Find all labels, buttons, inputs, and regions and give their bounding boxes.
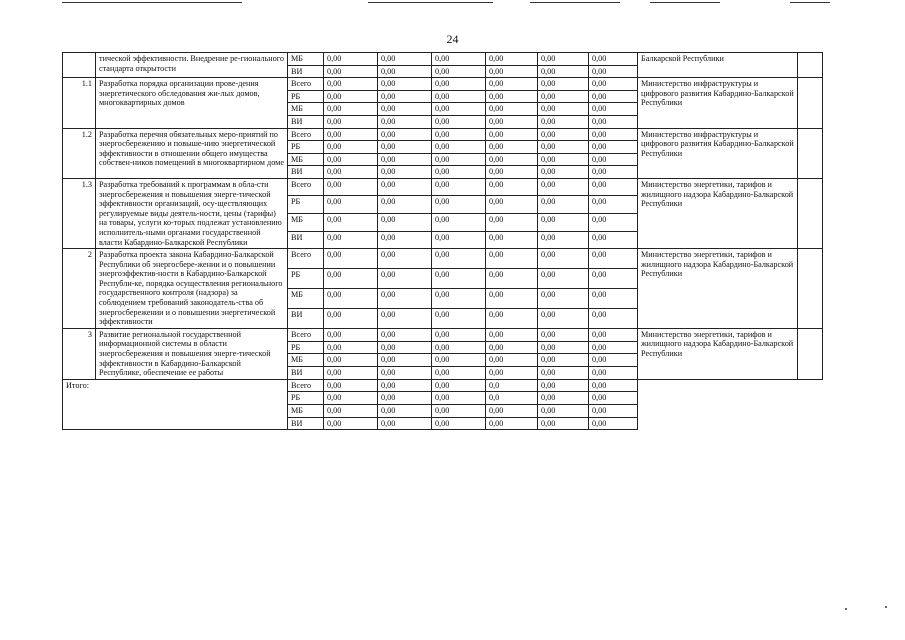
amount-cell: 0,00 bbox=[378, 417, 432, 430]
amount-cell: 0,00 bbox=[324, 367, 378, 380]
amount-cell: 0,00 bbox=[378, 196, 432, 214]
amount-cell: 0,00 bbox=[538, 405, 589, 418]
funding-source: Всего bbox=[288, 178, 324, 196]
amount-cell: 0,0 bbox=[486, 392, 538, 405]
amount-cell: 0,00 bbox=[324, 379, 378, 392]
table-row bbox=[63, 178, 823, 196]
amount-cell: 0,00 bbox=[589, 249, 638, 269]
amount-cell: 0,00 bbox=[589, 214, 638, 232]
row-number: 3 bbox=[63, 328, 96, 379]
funding-source: МБ bbox=[288, 354, 324, 367]
funding-source: ВИ bbox=[288, 65, 324, 78]
funding-source: МБ bbox=[288, 405, 324, 418]
amount-cell: 0,00 bbox=[538, 308, 589, 328]
table-row bbox=[63, 78, 823, 91]
amount-cell: 0,00 bbox=[486, 249, 538, 269]
amount-cell: 0,00 bbox=[486, 65, 538, 78]
amount-cell: 0,00 bbox=[486, 78, 538, 91]
executor: Министерство энергетики, тарифов и жилищного надзора Кабардино-Балкарской Республики bbox=[638, 178, 798, 248]
amount-cell: 0,00 bbox=[589, 115, 638, 128]
amount-cell: 0,00 bbox=[432, 249, 486, 269]
funding-source: ВИ bbox=[288, 417, 324, 430]
amount-cell: 0,00 bbox=[486, 196, 538, 214]
amount-cell: 0,00 bbox=[486, 308, 538, 328]
funding-source: Всего bbox=[288, 379, 324, 392]
amount-cell: 0,00 bbox=[378, 214, 432, 232]
header-rule-left bbox=[62, 2, 242, 3]
amount-cell: 0,00 bbox=[589, 328, 638, 341]
funding-source: ВИ bbox=[288, 115, 324, 128]
amount-cell: 0,00 bbox=[589, 269, 638, 289]
measure-description: Разработка проекта закона Кабардино-Балкарской Республики об энергосбере-жении и о повышении энергоэффектив-ности в Кабардино-Балкарской Республи-ке, порядка осуществления регионального государственного контроля (надзора) за соблюдением требований законодатель-ства об энергосбережении и о повышении энергетической эффективности bbox=[96, 249, 288, 329]
amount-cell: 0,00 bbox=[589, 78, 638, 91]
funding-source: Всего bbox=[288, 328, 324, 341]
amount-cell: 0,00 bbox=[432, 367, 486, 380]
table-row bbox=[63, 128, 823, 141]
total-label: Итого: bbox=[63, 379, 288, 429]
amount-cell: 0,00 bbox=[589, 196, 638, 214]
amount-cell: 0,00 bbox=[589, 354, 638, 367]
total-row bbox=[63, 379, 823, 392]
amount-cell: 0,00 bbox=[486, 367, 538, 380]
amount-cell: 0,00 bbox=[589, 153, 638, 166]
amount-cell: 0,00 bbox=[432, 379, 486, 392]
amount-cell: 0,00 bbox=[432, 78, 486, 91]
amount-cell: 0,00 bbox=[486, 53, 538, 66]
amount-cell: 0,00 bbox=[324, 328, 378, 341]
amount-cell: 0,00 bbox=[538, 78, 589, 91]
amount-cell: 0,00 bbox=[589, 166, 638, 179]
amount-cell: 0,00 bbox=[432, 269, 486, 289]
amount-cell: 0,00 bbox=[432, 214, 486, 232]
amount-cell: 0,00 bbox=[486, 103, 538, 116]
amount-cell: 0,00 bbox=[324, 214, 378, 232]
amount-cell: 0,00 bbox=[538, 214, 589, 232]
amount-cell: 0,00 bbox=[589, 90, 638, 103]
amount-cell: 0,00 bbox=[378, 308, 432, 328]
amount-cell: 0,00 bbox=[432, 128, 486, 141]
amount-cell: 0,00 bbox=[589, 308, 638, 328]
amount-cell: 0,00 bbox=[378, 367, 432, 380]
amount-cell: 0,00 bbox=[378, 141, 432, 154]
amount-cell: 0,00 bbox=[432, 392, 486, 405]
amount-cell: 0,00 bbox=[432, 341, 486, 354]
amount-cell: 0,00 bbox=[589, 231, 638, 249]
amount-cell: 0,00 bbox=[324, 231, 378, 249]
amount-cell: 0,00 bbox=[324, 392, 378, 405]
amount-cell: 0,00 bbox=[589, 141, 638, 154]
amount-cell: 0,00 bbox=[432, 178, 486, 196]
amount-cell: 0,00 bbox=[324, 90, 378, 103]
funding-source: РБ bbox=[288, 392, 324, 405]
amount-cell: 0,00 bbox=[432, 90, 486, 103]
amount-cell: 0,00 bbox=[538, 115, 589, 128]
note-cell bbox=[798, 78, 823, 128]
amount-cell: 0,00 bbox=[538, 178, 589, 196]
measure-description: тической эффективности. Внедрение ре-гионального стандарта открытости bbox=[96, 53, 288, 78]
header-rule-middle bbox=[368, 2, 493, 3]
executor: Министерство энергетики, тарифов и жилищного надзора Кабардино-Балкарской Республики bbox=[638, 328, 798, 379]
amount-cell: 0,00 bbox=[432, 417, 486, 430]
amount-cell: 0,00 bbox=[486, 90, 538, 103]
amount-cell: 0,00 bbox=[324, 78, 378, 91]
amount-cell: 0,00 bbox=[324, 354, 378, 367]
amount-cell: 0,00 bbox=[378, 166, 432, 179]
amount-cell: 0,00 bbox=[324, 308, 378, 328]
funding-source: ВИ bbox=[288, 308, 324, 328]
amount-cell: 0,00 bbox=[589, 178, 638, 196]
funding-source: ВИ bbox=[288, 231, 324, 249]
amount-cell: 0,00 bbox=[538, 153, 589, 166]
funding-source: РБ bbox=[288, 141, 324, 154]
amount-cell: 0,00 bbox=[378, 53, 432, 66]
funding-source: МБ bbox=[288, 153, 324, 166]
amount-cell: 0,00 bbox=[432, 53, 486, 66]
amount-cell: 0,00 bbox=[324, 53, 378, 66]
note-cell bbox=[798, 328, 823, 379]
amount-cell: 0,00 bbox=[538, 379, 589, 392]
executor: Министерство инфраструктуры и цифрового развития Кабардино-Балкарской Республики bbox=[638, 128, 798, 178]
amount-cell: 0,00 bbox=[324, 141, 378, 154]
amount-cell: 0,00 bbox=[538, 367, 589, 380]
amount-cell: 0,00 bbox=[538, 166, 589, 179]
amount-cell: 0,00 bbox=[378, 405, 432, 418]
amount-cell: 0,00 bbox=[486, 141, 538, 154]
amount-cell: 0,00 bbox=[432, 354, 486, 367]
amount-cell: 0,00 bbox=[486, 166, 538, 179]
measure-description: Разработка порядка организации прове-дения энергетического обследования жи-лых домов, многоквартирных домов bbox=[96, 78, 288, 128]
amount-cell: 0,00 bbox=[432, 166, 486, 179]
amount-cell: 0,00 bbox=[378, 341, 432, 354]
amount-cell: 0,00 bbox=[486, 417, 538, 430]
amount-cell: 0,00 bbox=[432, 328, 486, 341]
measure-description: Разработка перечня обязательных меро-приятий по энергосбережению и повыше-нию энергетической эффективности в отношении общего имущества собствен-ников помещений в многоквартирном доме bbox=[96, 128, 288, 178]
amount-cell: 0,00 bbox=[432, 405, 486, 418]
funding-source: РБ bbox=[288, 196, 324, 214]
amount-cell: 0,00 bbox=[589, 405, 638, 418]
amount-cell: 0,00 bbox=[378, 103, 432, 116]
executor: Министерство инфраструктуры и цифрового развития Кабардино-Балкарской Республики bbox=[638, 78, 798, 128]
amount-cell: 0,00 bbox=[432, 231, 486, 249]
amount-cell: 0,00 bbox=[324, 65, 378, 78]
amount-cell: 0,00 bbox=[432, 196, 486, 214]
amount-cell: 0,00 bbox=[378, 269, 432, 289]
amount-cell: 0,00 bbox=[486, 341, 538, 354]
executor: Балкарской Республики bbox=[638, 53, 798, 78]
amount-cell: 0,00 bbox=[589, 367, 638, 380]
amount-cell: 0,00 bbox=[538, 231, 589, 249]
amount-cell: 0,00 bbox=[378, 392, 432, 405]
amount-cell: 0,00 bbox=[378, 249, 432, 269]
header-rule-right-3 bbox=[790, 2, 830, 3]
amount-cell: 0,00 bbox=[486, 115, 538, 128]
amount-cell: 0,00 bbox=[432, 65, 486, 78]
amount-cell: 0,00 bbox=[538, 249, 589, 269]
amount-cell: 0,00 bbox=[538, 288, 589, 308]
amount-cell: 0,00 bbox=[378, 115, 432, 128]
measures-table bbox=[62, 52, 823, 430]
header-rule-right-2 bbox=[650, 2, 720, 3]
amount-cell: 0,00 bbox=[486, 405, 538, 418]
table-row bbox=[63, 53, 823, 66]
scan-speck bbox=[845, 608, 847, 610]
amount-cell: 0,00 bbox=[324, 128, 378, 141]
amount-cell: 0,00 bbox=[589, 392, 638, 405]
funding-source: РБ bbox=[288, 269, 324, 289]
amount-cell: 0,00 bbox=[378, 128, 432, 141]
amount-cell: 0,00 bbox=[324, 269, 378, 289]
page-number: 24 bbox=[446, 32, 459, 46]
amount-cell: 0,00 bbox=[324, 115, 378, 128]
amount-cell: 0,00 bbox=[486, 153, 538, 166]
amount-cell: 0,00 bbox=[589, 417, 638, 430]
note-cell bbox=[798, 128, 823, 178]
amount-cell: 0,00 bbox=[432, 115, 486, 128]
amount-cell: 0,00 bbox=[324, 178, 378, 196]
amount-cell: 0,00 bbox=[589, 53, 638, 66]
funding-source: МБ bbox=[288, 53, 324, 66]
amount-cell: 0,00 bbox=[324, 405, 378, 418]
amount-cell: 0,00 bbox=[324, 341, 378, 354]
amount-cell: 0,00 bbox=[432, 153, 486, 166]
amount-cell: 0,00 bbox=[589, 379, 638, 392]
row-number bbox=[63, 53, 96, 78]
executor: Министерство энергетики, тарифов и жилищного надзора Кабардино-Балкарской Республики bbox=[638, 249, 798, 329]
amount-cell: 0,00 bbox=[378, 231, 432, 249]
amount-cell: 0,0 bbox=[486, 379, 538, 392]
note-cell bbox=[798, 178, 823, 248]
row-number: 2 bbox=[63, 249, 96, 329]
row-number: 1.2 bbox=[63, 128, 96, 178]
amount-cell: 0,00 bbox=[589, 103, 638, 116]
amount-cell: 0,00 bbox=[432, 308, 486, 328]
amount-cell: 0,00 bbox=[486, 269, 538, 289]
amount-cell: 0,00 bbox=[432, 288, 486, 308]
amount-cell: 0,00 bbox=[538, 354, 589, 367]
amount-cell: 0,00 bbox=[538, 128, 589, 141]
amount-cell: 0,00 bbox=[378, 90, 432, 103]
amount-cell: 0,00 bbox=[324, 249, 378, 269]
amount-cell: 0,00 bbox=[324, 196, 378, 214]
table-row bbox=[63, 328, 823, 341]
amount-cell: 0,00 bbox=[432, 141, 486, 154]
amount-cell: 0,00 bbox=[324, 166, 378, 179]
note-cell bbox=[798, 249, 823, 329]
funding-source: РБ bbox=[288, 90, 324, 103]
amount-cell: 0,00 bbox=[324, 103, 378, 116]
amount-cell: 0,00 bbox=[538, 103, 589, 116]
funding-source: Всего bbox=[288, 249, 324, 269]
executor bbox=[638, 379, 798, 429]
amount-cell: 0,00 bbox=[538, 196, 589, 214]
amount-cell: 0,00 bbox=[589, 288, 638, 308]
row-number: 1.1 bbox=[63, 78, 96, 128]
amount-cell: 0,00 bbox=[538, 269, 589, 289]
amount-cell: 0,00 bbox=[538, 53, 589, 66]
row-number: 1.3 bbox=[63, 178, 96, 248]
amount-cell: 0,00 bbox=[589, 65, 638, 78]
funding-source: ВИ bbox=[288, 367, 324, 380]
amount-cell: 0,00 bbox=[378, 178, 432, 196]
amount-cell: 0,00 bbox=[538, 392, 589, 405]
amount-cell: 0,00 bbox=[538, 141, 589, 154]
amount-cell: 0,00 bbox=[378, 288, 432, 308]
amount-cell: 0,00 bbox=[486, 288, 538, 308]
amount-cell: 0,00 bbox=[324, 288, 378, 308]
funding-source: Всего bbox=[288, 128, 324, 141]
amount-cell: 0,00 bbox=[538, 328, 589, 341]
funding-source: РБ bbox=[288, 341, 324, 354]
amount-cell: 0,00 bbox=[378, 354, 432, 367]
amount-cell: 0,00 bbox=[378, 65, 432, 78]
amount-cell: 0,00 bbox=[538, 417, 589, 430]
amount-cell: 0,00 bbox=[378, 379, 432, 392]
funding-source: Всего bbox=[288, 78, 324, 91]
note-cell bbox=[798, 53, 823, 78]
amount-cell: 0,00 bbox=[324, 153, 378, 166]
funding-source: МБ bbox=[288, 214, 324, 232]
amount-cell: 0,00 bbox=[538, 90, 589, 103]
amount-cell: 0,00 bbox=[324, 417, 378, 430]
amount-cell: 0,00 bbox=[589, 128, 638, 141]
table-row bbox=[63, 249, 823, 269]
funding-source: ВИ bbox=[288, 166, 324, 179]
amount-cell: 0,00 bbox=[486, 178, 538, 196]
header-rule-right-1 bbox=[530, 2, 620, 3]
amount-cell: 0,00 bbox=[538, 341, 589, 354]
funding-source: МБ bbox=[288, 288, 324, 308]
note-cell bbox=[798, 379, 823, 429]
amount-cell: 0,00 bbox=[378, 153, 432, 166]
scan-speck bbox=[885, 606, 887, 608]
funding-source: МБ bbox=[288, 103, 324, 116]
amount-cell: 0,00 bbox=[486, 328, 538, 341]
amount-cell: 0,00 bbox=[378, 328, 432, 341]
amount-cell: 0,00 bbox=[486, 214, 538, 232]
amount-cell: 0,00 bbox=[486, 128, 538, 141]
measure-description: Развитие региональной государственной информационной системы в области энергосбережения и повышения энерге-тической эффективности в Кабардино-Балкарской Республике, обеспечение ее работы bbox=[96, 328, 288, 379]
measure-description: Разработка требований к программам в обла-сти энергосбережения и повышения энерге-тической эффективности организаций, осу-ществляющих регулируемые виды деятель-ности, цены (тарифы) на товары, услуги ко-торых подлежат установлению исполнитель-ными органами государственной власти Кабардино-Балкарской Республики bbox=[96, 178, 288, 248]
amount-cell: 0,00 bbox=[378, 78, 432, 91]
amount-cell: 0,00 bbox=[486, 231, 538, 249]
amount-cell: 0,00 bbox=[432, 103, 486, 116]
amount-cell: 0,00 bbox=[538, 65, 589, 78]
amount-cell: 0,00 bbox=[486, 354, 538, 367]
amount-cell: 0,00 bbox=[589, 341, 638, 354]
